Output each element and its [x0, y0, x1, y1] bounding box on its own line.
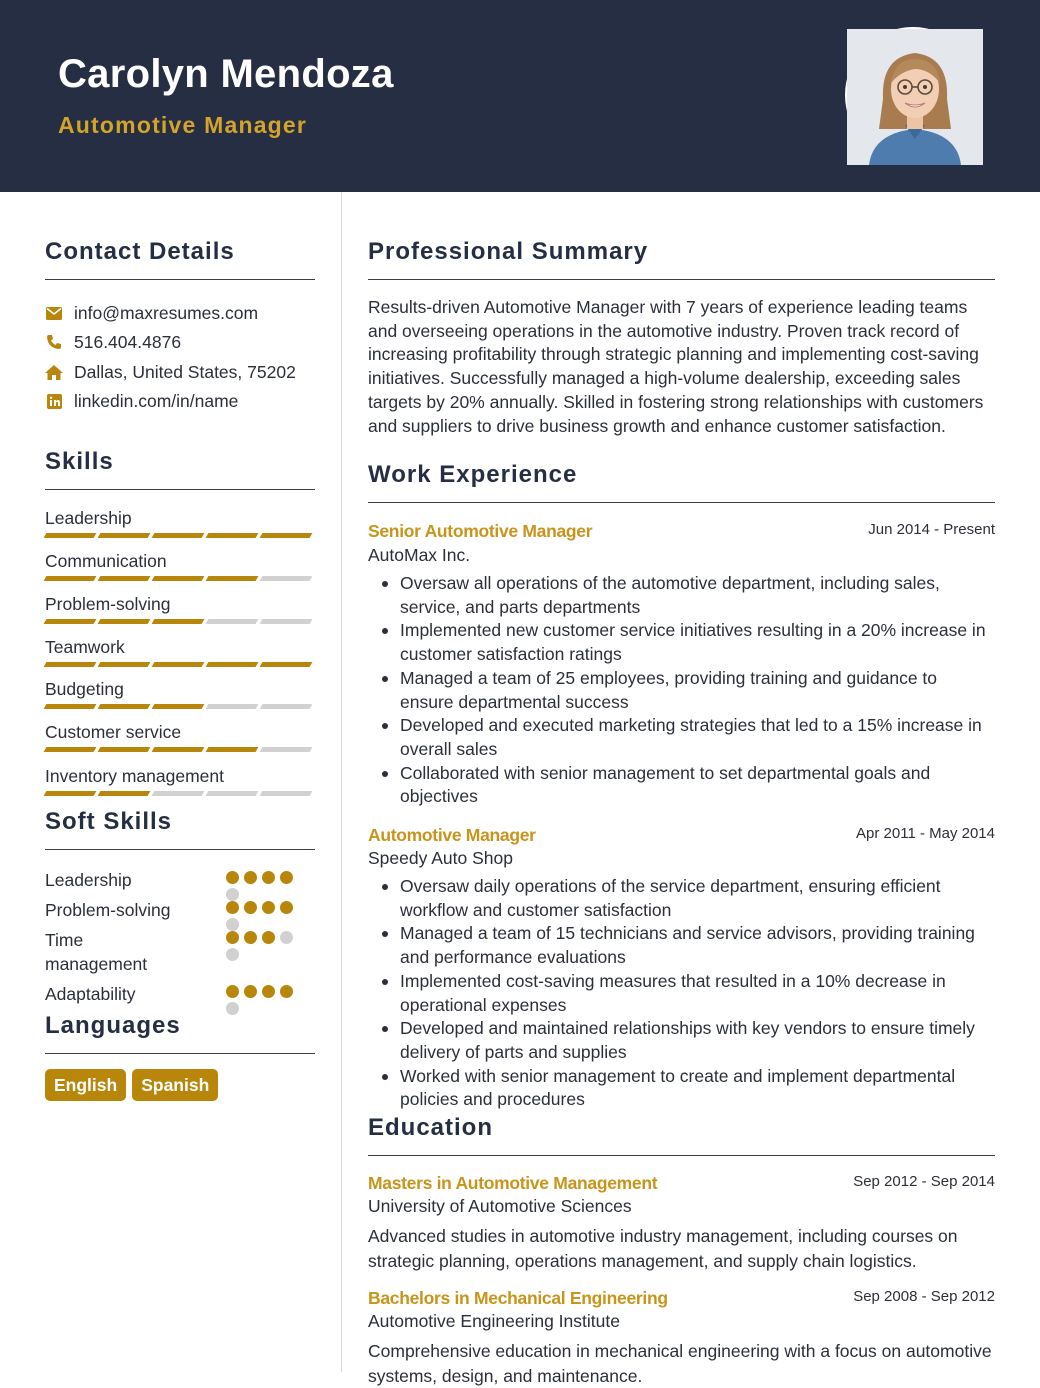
contact-section — [45, 238, 315, 280]
skill-name: Teamwork — [45, 637, 125, 657]
contact-phone-text: 516.404.4876 — [74, 331, 182, 352]
job-bullet: Managed a team of 25 employees, providing training and guidance to ensure departmental success — [368, 667, 995, 714]
skill-level-segment — [206, 533, 259, 538]
skill-level-bar — [45, 791, 315, 796]
skill-level-segment — [260, 791, 313, 796]
job-entry — [368, 825, 995, 1112]
languages-list — [45, 1069, 224, 1101]
job-bullet: Implemented new customer service initiatives resulting in a 20% increase in customer satisfaction ratings — [368, 619, 995, 666]
candidate-role: Automotive Manager — [58, 112, 308, 138]
education-dates: Sep 2012 - Sep 2014 — [853, 1173, 995, 1190]
skill-level-segment — [44, 747, 97, 752]
section-rule — [368, 1155, 995, 1156]
education-entry — [368, 1173, 995, 1273]
skill-level-segment — [44, 576, 97, 581]
skill-level-segment — [260, 747, 313, 752]
contact-phone[interactable] — [45, 330, 181, 354]
summary-title: Professional Summary — [368, 238, 649, 265]
education-title: Education — [368, 1114, 494, 1141]
skill-name: Budgeting — [45, 679, 124, 699]
skill-level-segment — [206, 704, 259, 709]
summary-section — [368, 238, 995, 280]
education-description: Advanced studies in automotive industry management, including courses on strategic planning, operations management, and supply chain logistics. — [368, 1226, 958, 1271]
skill-level-bar — [45, 619, 315, 624]
skill-row — [45, 637, 315, 659]
linkedin-icon — [45, 392, 63, 410]
skill-level-segment — [44, 791, 97, 796]
skill-level-segment — [152, 576, 205, 581]
skill-level-segment — [152, 619, 205, 624]
soft-skills-title: Soft Skills — [45, 808, 173, 835]
skill-level-segment — [260, 704, 313, 709]
soft-skill-name: Time management — [45, 930, 148, 974]
job-bullet: Collaborated with senior management to set departmental goals and objectives — [368, 762, 995, 809]
rating-dot — [280, 985, 293, 998]
skill-level-bar — [45, 662, 315, 667]
experience-section — [368, 461, 995, 503]
skill-row — [45, 766, 315, 788]
soft-skill-row — [45, 898, 315, 922]
soft-skill-row — [45, 928, 315, 976]
skill-level-segment — [260, 619, 313, 624]
skill-name: Customer service — [45, 722, 182, 742]
contact-location — [45, 360, 296, 384]
section-rule — [45, 279, 315, 280]
degree-title: Bachelors in Mechanical Engineering — [368, 1288, 668, 1308]
section-rule — [45, 489, 315, 490]
skill-level-segment — [152, 704, 205, 709]
job-bullet: Oversaw daily operations of the service department, ensuring efficient workflow and customer satisfaction — [368, 875, 995, 922]
envelope-icon — [45, 304, 63, 322]
skills-section — [45, 448, 315, 490]
language-badge: English — [45, 1069, 126, 1101]
skill-row — [45, 679, 315, 701]
rating-dot — [280, 871, 293, 884]
rating-dot — [226, 871, 239, 884]
home-icon — [45, 363, 63, 381]
job-bullet: Managed a team of 15 technicians and service advisors, providing training and performance evaluations — [368, 922, 995, 969]
skill-level-segment — [206, 747, 259, 752]
skill-level-bar — [45, 533, 315, 538]
degree-title: Masters in Automotive Management — [368, 1173, 658, 1193]
rating-dot — [226, 931, 239, 944]
education-dates: Sep 2008 - Sep 2012 — [853, 1288, 995, 1305]
skill-row — [45, 508, 315, 530]
skill-level-segment — [206, 576, 259, 581]
job-dates: Apr 2011 - May 2014 — [856, 825, 995, 842]
job-company: Speedy Auto Shop — [368, 848, 513, 868]
school-name: Automotive Engineering Institute — [368, 1311, 620, 1331]
skill-level-bar — [45, 704, 315, 709]
soft-skill-name: Problem-solving — [45, 900, 171, 920]
section-rule — [368, 502, 995, 503]
experience-title: Work Experience — [368, 461, 578, 488]
skill-level-segment — [206, 791, 259, 796]
skill-level-segment — [44, 662, 97, 667]
school-name: University of Automotive Sciences — [368, 1196, 632, 1216]
skill-level-segment — [44, 533, 97, 538]
job-bullet: Developed and executed marketing strategies that led to a 15% increase in overall sales — [368, 714, 995, 761]
skill-name: Problem-solving — [45, 594, 171, 614]
skill-level-segment — [206, 662, 259, 667]
skill-level-segment — [98, 704, 151, 709]
job-bullets — [368, 572, 995, 809]
skill-name: Leadership — [45, 508, 132, 528]
skill-name: Inventory management — [45, 766, 224, 786]
rating-dot — [226, 948, 239, 961]
profile-photo — [845, 27, 981, 163]
skill-level-segment — [206, 619, 259, 624]
skill-level-bar — [45, 576, 315, 581]
skill-level-segment — [260, 533, 313, 538]
job-dates: Jun 2014 - Present — [868, 521, 995, 538]
rating-dot — [244, 931, 257, 944]
soft-skill-row — [45, 982, 315, 1006]
contact-linkedin[interactable] — [45, 389, 238, 413]
skill-level-segment — [152, 662, 205, 667]
skill-level-segment — [44, 619, 97, 624]
rating-dot — [226, 901, 239, 914]
skill-level-segment — [98, 619, 151, 624]
skill-row — [45, 594, 315, 616]
job-bullet: Worked with senior management to create and implement departmental policies and procedures — [368, 1065, 995, 1112]
rating-dot — [262, 871, 275, 884]
rating-dot — [280, 901, 293, 914]
section-rule — [368, 279, 995, 280]
education-description: Comprehensive education in mechanical engineering with a focus on automotive systems, design, and maintenance. — [368, 1341, 992, 1386]
job-title: Automotive Manager — [368, 825, 536, 845]
soft-skills-section — [45, 808, 315, 850]
section-rule — [45, 1053, 315, 1054]
resume-header — [0, 0, 1040, 192]
rating-dot — [226, 985, 239, 998]
skill-level-segment — [152, 791, 205, 796]
skill-level-segment — [260, 576, 313, 581]
contact-linkedin-text: linkedin.com/in/name — [74, 390, 239, 411]
skill-level-segment — [98, 791, 151, 796]
rating-dot — [244, 871, 257, 884]
languages-title: Languages — [45, 1012, 181, 1039]
skill-level-segment — [98, 662, 151, 667]
skill-level-segment — [44, 704, 97, 709]
job-company: AutoMax Inc. — [368, 545, 471, 565]
column-divider — [341, 192, 342, 1372]
contact-location-text: Dallas, United States, 75202 — [74, 361, 296, 382]
candidate-name: Carolyn Mendoza — [58, 52, 394, 96]
languages-section — [45, 1012, 315, 1054]
rating-dot — [244, 901, 257, 914]
job-title: Senior Automotive Manager — [368, 521, 593, 541]
phone-icon — [45, 333, 63, 351]
education-section — [368, 1114, 995, 1156]
contact-email[interactable] — [45, 301, 258, 325]
skill-level-segment — [152, 747, 205, 752]
soft-skill-name: Adaptability — [45, 984, 136, 1004]
contact-title: Contact Details — [45, 238, 235, 265]
rating-dot — [280, 931, 293, 944]
skill-row — [45, 551, 315, 573]
section-rule — [45, 849, 315, 850]
skill-level-segment — [260, 662, 313, 667]
education-entry — [368, 1288, 995, 1388]
rating-dot — [262, 931, 275, 944]
rating-dot — [262, 985, 275, 998]
skill-name: Communication — [45, 551, 167, 571]
contact-email-text: info@maxresumes.com — [74, 302, 259, 323]
skill-level-segment — [98, 533, 151, 538]
rating-dot — [262, 901, 275, 914]
language-badge: Spanish — [132, 1069, 218, 1101]
skills-title: Skills — [45, 448, 114, 475]
rating-dot — [244, 985, 257, 998]
soft-skill-row — [45, 868, 315, 892]
summary-text: Results-driven Automotive Manager with 7 years of experience leading teams and overseeing operations in the automotive industry. Proven track record of increasing profitability through strategic planning and implementing cost-saving initiatives. Successfully managed a high-volume dealership, exceeding sales targets by 20% annually. Skilled in fostering strong relationships with customers and suppliers to drive business growth and enhance customer satisfaction. — [368, 297, 984, 436]
skill-level-segment — [152, 533, 205, 538]
skill-level-segment — [98, 747, 151, 752]
skill-level-segment — [98, 576, 151, 581]
soft-skill-name: Leadership — [45, 870, 132, 890]
job-bullet: Developed and maintained relationships with key vendors to ensure timely delivery of parts and supplies — [368, 1017, 995, 1064]
job-bullets — [368, 875, 995, 1112]
job-bullet: Oversaw all operations of the automotive department, including sales, service, and parts departments — [368, 572, 995, 619]
skill-level-bar — [45, 747, 315, 752]
skill-row — [45, 722, 315, 744]
job-bullet: Implemented cost-saving measures that resulted in a 10% decrease in operational expenses — [368, 970, 995, 1017]
job-entry — [368, 521, 995, 809]
